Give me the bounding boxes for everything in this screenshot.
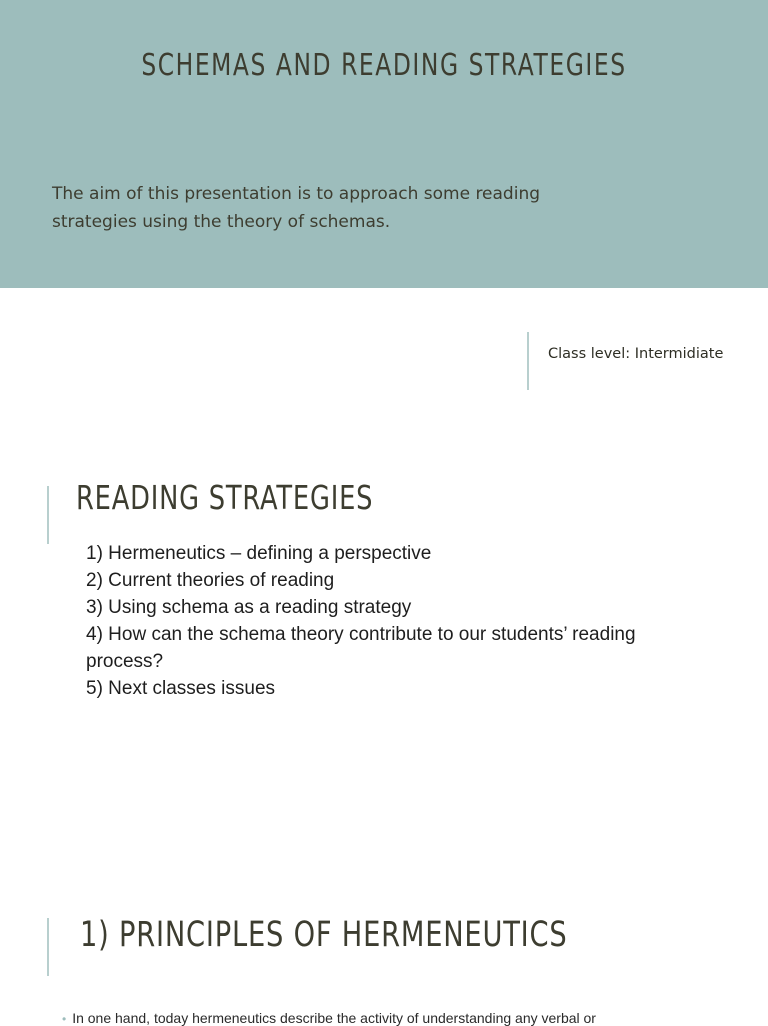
bullet-dot-icon: • (62, 1012, 67, 1026)
presentation-title: SCHEMAS AND READING STRATEGIES (141, 48, 627, 83)
agenda-list (86, 540, 666, 702)
agenda-item: 2) Current theories of reading (86, 570, 335, 591)
subtitle-line-1: The aim of this presentation is to approach some reading (52, 184, 541, 204)
class-level-divider (527, 332, 529, 390)
class-level-label: Class level: Intermidiate (548, 346, 724, 362)
section-accent-bar (47, 486, 49, 544)
hermeneutics-title: 1) PRINCIPLES OF HERMENEUTICS (80, 915, 568, 955)
agenda-item: 5) Next classes issues (86, 678, 276, 699)
agenda-item: 1) Hermeneutics – defining a perspective (86, 543, 432, 564)
presentation-subtitle (52, 180, 612, 236)
section-accent-bar (47, 918, 49, 976)
agenda-item: 3) Using schema as a reading strategy (86, 597, 412, 618)
subtitle-line-2: strategies using the theory of schemas. (52, 212, 391, 232)
title-slide-header (0, 0, 768, 288)
bullet-text: In one hand, today hermeneutics describe the activity of understanding any verbal or (72, 1010, 596, 1026)
reading-strategies-title: READING STRATEGIES (76, 478, 374, 517)
agenda-item: 4) How can the schema theory contribute to our students’ reading process? (86, 624, 636, 672)
